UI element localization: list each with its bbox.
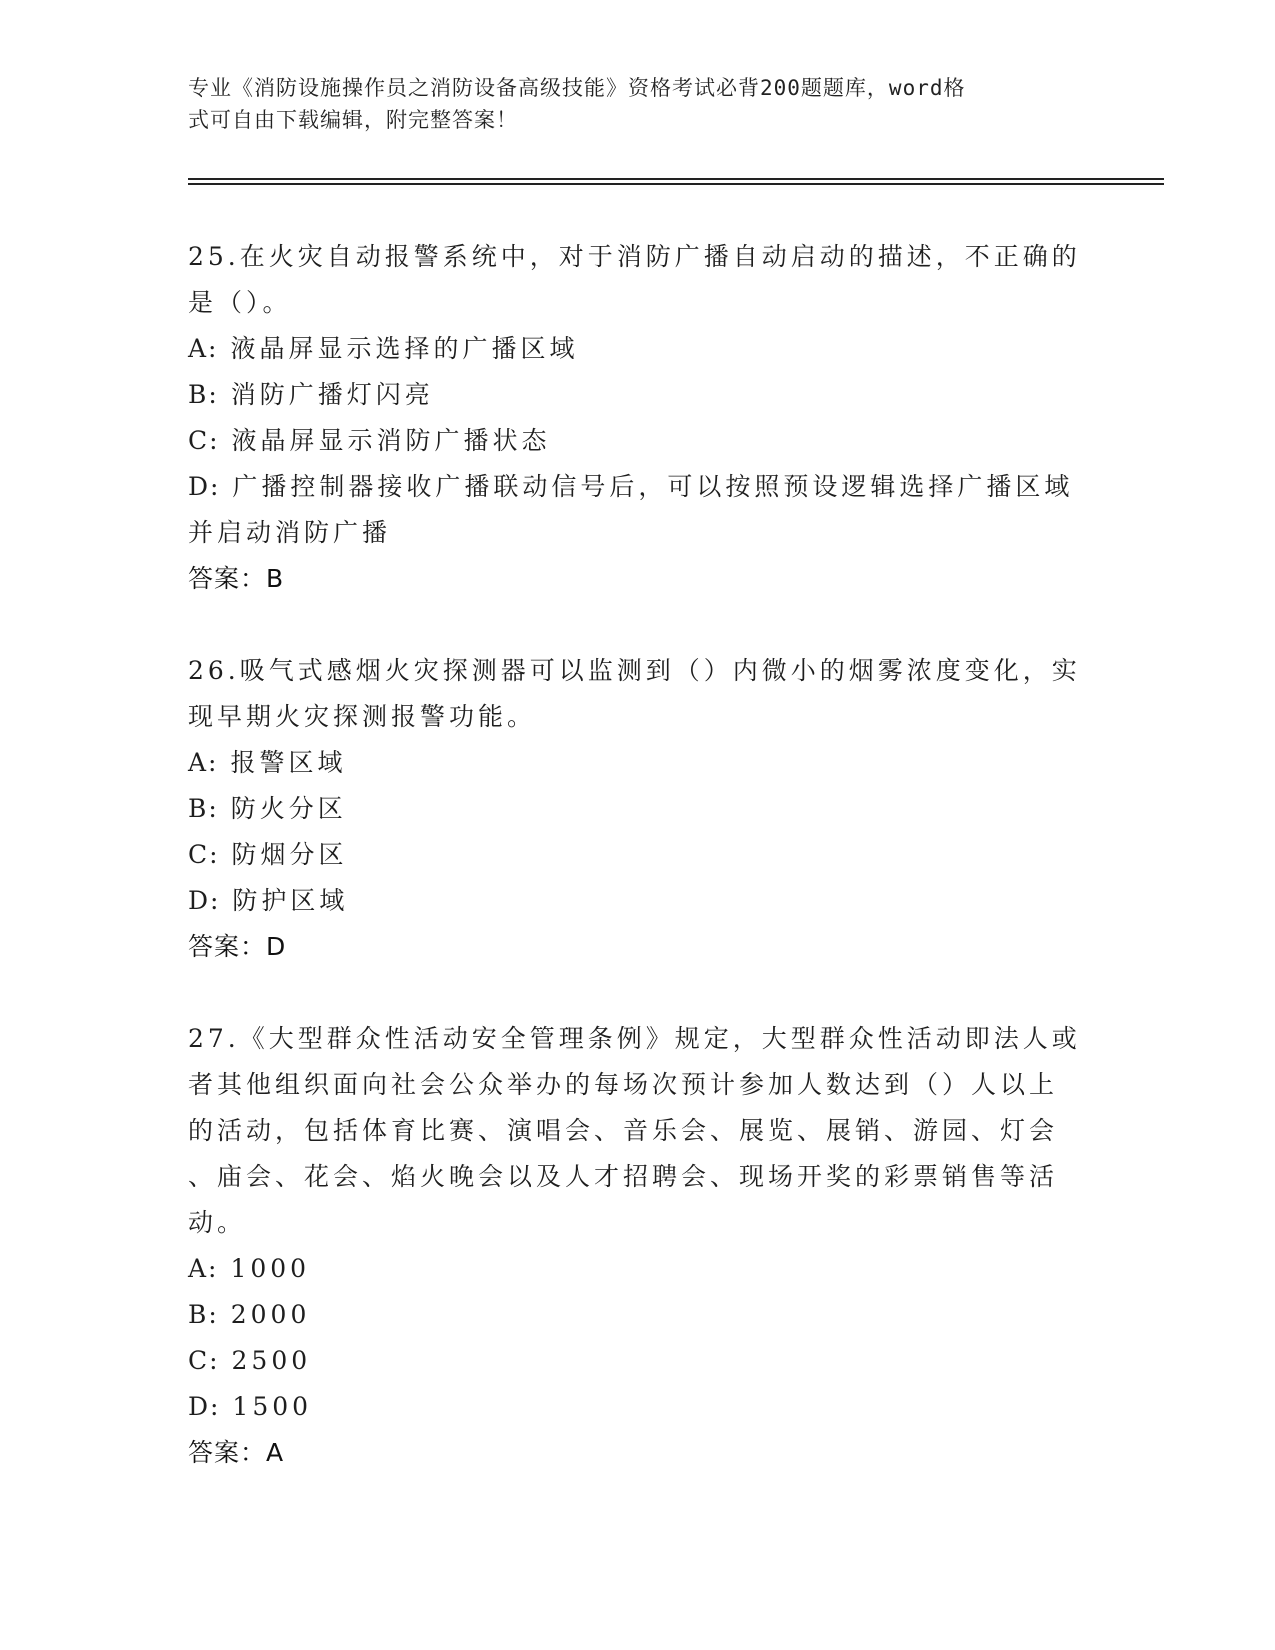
question-25 <box>188 234 1088 602</box>
option-c <box>188 832 1088 878</box>
option-text: 1000 <box>230 1254 311 1283</box>
answer-line: 答案：B <box>188 564 285 593</box>
answer-line: 答案：A <box>188 1438 285 1467</box>
option-c <box>188 418 1088 464</box>
question-list <box>188 234 1088 1522</box>
option-b <box>188 1292 1088 1338</box>
header-line-1: 专业《消防设施操作员之消防设备高级技能》资格考试必背200题题库，word格 <box>188 76 966 100</box>
question-27 <box>188 1016 1088 1476</box>
option-text: 防护区域 <box>232 886 349 915</box>
option-letter: D: <box>188 472 221 501</box>
option-d <box>188 878 1088 924</box>
option-a <box>188 326 1088 372</box>
option-b <box>188 372 1088 418</box>
option-letter: B: <box>188 1300 219 1329</box>
option-text: 液晶屏显示选择的广播区域 <box>230 334 579 363</box>
option-letter: B: <box>188 794 219 823</box>
option-text: 防烟分区 <box>231 840 348 869</box>
option-text: 1500 <box>232 1392 313 1421</box>
question-stem: 、庙会、花会、焰火晚会以及人才招聘会、现场开奖的彩票销售等活 <box>188 1162 1059 1191</box>
option-letter: C: <box>188 1346 220 1375</box>
option-letter: D: <box>188 1392 221 1421</box>
option-a <box>188 740 1088 786</box>
header-divider-top <box>188 178 1164 180</box>
option-d <box>188 1384 1088 1430</box>
option-a <box>188 1246 1088 1292</box>
option-letter: B: <box>188 380 219 409</box>
option-text: 报警区域 <box>230 748 347 777</box>
option-d <box>188 464 1088 510</box>
question-stem: 者其他组织面向社会公众举办的每场次预计参加人数达到（）人以上 <box>188 1070 1059 1099</box>
question-stem: 现早期火灾探测报警功能。 <box>188 702 537 731</box>
option-letter: A: <box>188 334 219 363</box>
option-text: 液晶屏显示消防广播状态 <box>231 426 551 455</box>
question-26 <box>188 648 1088 970</box>
question-stem: 27.《大型群众性活动安全管理条例》规定，大型群众性活动即法人或 <box>188 1024 1081 1053</box>
option-text: 2000 <box>230 1300 311 1329</box>
option-letter: C: <box>188 840 220 869</box>
question-stem: 是（）。 <box>188 288 292 317</box>
option-d-continued: 并启动消防广播 <box>188 518 392 547</box>
question-stem: 的活动，包括体育比赛、演唱会、音乐会、展览、展销、游园、灯会 <box>188 1116 1059 1145</box>
option-text: 广播控制器接收广播联动信号后，可以按照预设逻辑选择广播区域 <box>232 472 1074 501</box>
answer-line: 答案：D <box>188 932 287 961</box>
option-text: 2500 <box>231 1346 312 1375</box>
header-line-2: 式可自由下载编辑，附完整答案！ <box>188 108 518 132</box>
option-letter: A: <box>188 748 219 777</box>
question-stem: 25.在火灾自动报警系统中，对于消防广播自动启动的描述，不正确的 <box>188 242 1081 271</box>
option-c <box>188 1338 1088 1384</box>
option-text: 消防广播灯闪亮 <box>230 380 434 409</box>
question-stem: 动。 <box>188 1208 247 1237</box>
option-letter: D: <box>188 886 221 915</box>
option-text: 防火分区 <box>230 794 347 823</box>
document-header <box>188 72 1068 136</box>
option-b <box>188 786 1088 832</box>
question-stem: 26.吸气式感烟火灾探测器可以监测到（）内微小的烟雾浓度变化，实 <box>188 656 1081 685</box>
header-divider-bottom <box>188 183 1164 185</box>
option-letter: A: <box>188 1254 219 1283</box>
option-letter: C: <box>188 426 220 455</box>
